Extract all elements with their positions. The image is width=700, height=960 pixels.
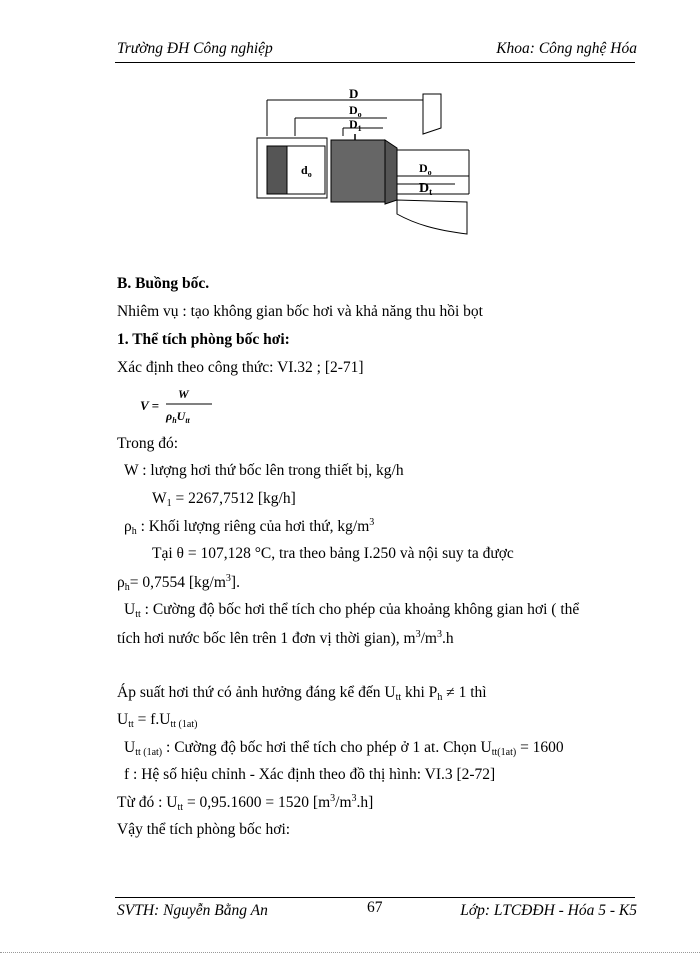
- page-number: 67: [367, 899, 383, 916]
- label-Do: $D_o$: [349, 103, 362, 119]
- header-faculty: Khoa: Công nghệ Hóa: [496, 40, 637, 57]
- label-do: $d_o$: [301, 163, 312, 179]
- section-b-heading: B. Buồng bốc.: [117, 275, 210, 292]
- utt-equation: $U_{tt} = f.U_{tt (1at)}$: [117, 711, 198, 730]
- formula-reference: Xác định theo công thức: VI.32 ; [2-71]: [117, 359, 364, 376]
- page-break-line: [0, 952, 700, 953]
- volume-formula: [140, 384, 230, 433]
- label-Dt: $D_t$: [419, 181, 433, 197]
- footer-class: Lớp: LTCĐĐH - Hóa 5 - K5: [460, 902, 637, 919]
- pressure-line: Áp suất hơi thứ có ảnh hưởng đáng kể đến $U_{tt}$ khi $P_h \ne 1$ thì: [117, 684, 487, 703]
- rho-definition: $\rho_h$ : Khối lượng riêng của hơi thứ, $kg/m^3$: [124, 517, 375, 537]
- f-definition: f : Hệ số hiệu chỉnh - Xác định theo đồ thị hình: VI.3 [2-72]: [124, 766, 496, 783]
- utt-result: Từ đó : $U_{tt} = 0,95.1600 = 1520$ $[m^3/m^3.h]$: [117, 793, 374, 813]
- svg-text:ρhUtt: $\rho_hU_{tt}$: [166, 409, 190, 425]
- footer-rule: [115, 897, 635, 898]
- footer-student: SVTH: Nguyễn Bằng An: [117, 902, 268, 919]
- utt1at-definition: $U_{tt (1at)}$ : Cường độ bốc hơi thể tích cho phép ở 1 at. Chọn $U_{tt(1at)} = 1600$: [124, 739, 564, 758]
- label-D: D: [349, 86, 359, 101]
- header-school: Trường ĐH Công nghiệp: [117, 40, 273, 57]
- volume-conclusion: Vậy thể tích phòng bốc hơi:: [117, 821, 291, 838]
- flange-diagram: [255, 84, 475, 249]
- utt-definition-cont: tích hơi nước bốc lên trên 1 đơn vị thời gian), $m^3/m^3.h$: [117, 629, 454, 647]
- task-line: Nhiêm vụ : tạo không gian bốc hơi và khả năng thu hồi bọt: [117, 303, 483, 320]
- subsection-1-heading: 1. Thể tích phòng bốc hơi:: [117, 331, 290, 348]
- svg-text:W: W: [178, 387, 189, 401]
- w1-value: $W_1 = 2267,7512$ [kg/h]: [152, 490, 296, 509]
- label-D1: $D_1$: [349, 117, 362, 133]
- header-rule: [115, 62, 635, 63]
- svg-text:V =: V =: [140, 398, 160, 413]
- label-Do-right: $D_o$: [419, 161, 432, 177]
- utt-definition: $U_{tt}$ : Cường độ bốc hơi thể tích cho phép của khoảng không gian hơi ( thể: [124, 601, 580, 620]
- theta-line: Tại θ = 107,128 °C, tra theo bảng I.250 và nội suy ta được: [152, 545, 514, 562]
- w-definition: W : lượng hơi thứ bốc lên trong thiết bị, kg/h: [124, 462, 404, 479]
- where-label: Trong đó:: [117, 435, 179, 452]
- rho-value: $\rho_h= 0,7554$ $[kg/m^3]$.: [117, 573, 240, 593]
